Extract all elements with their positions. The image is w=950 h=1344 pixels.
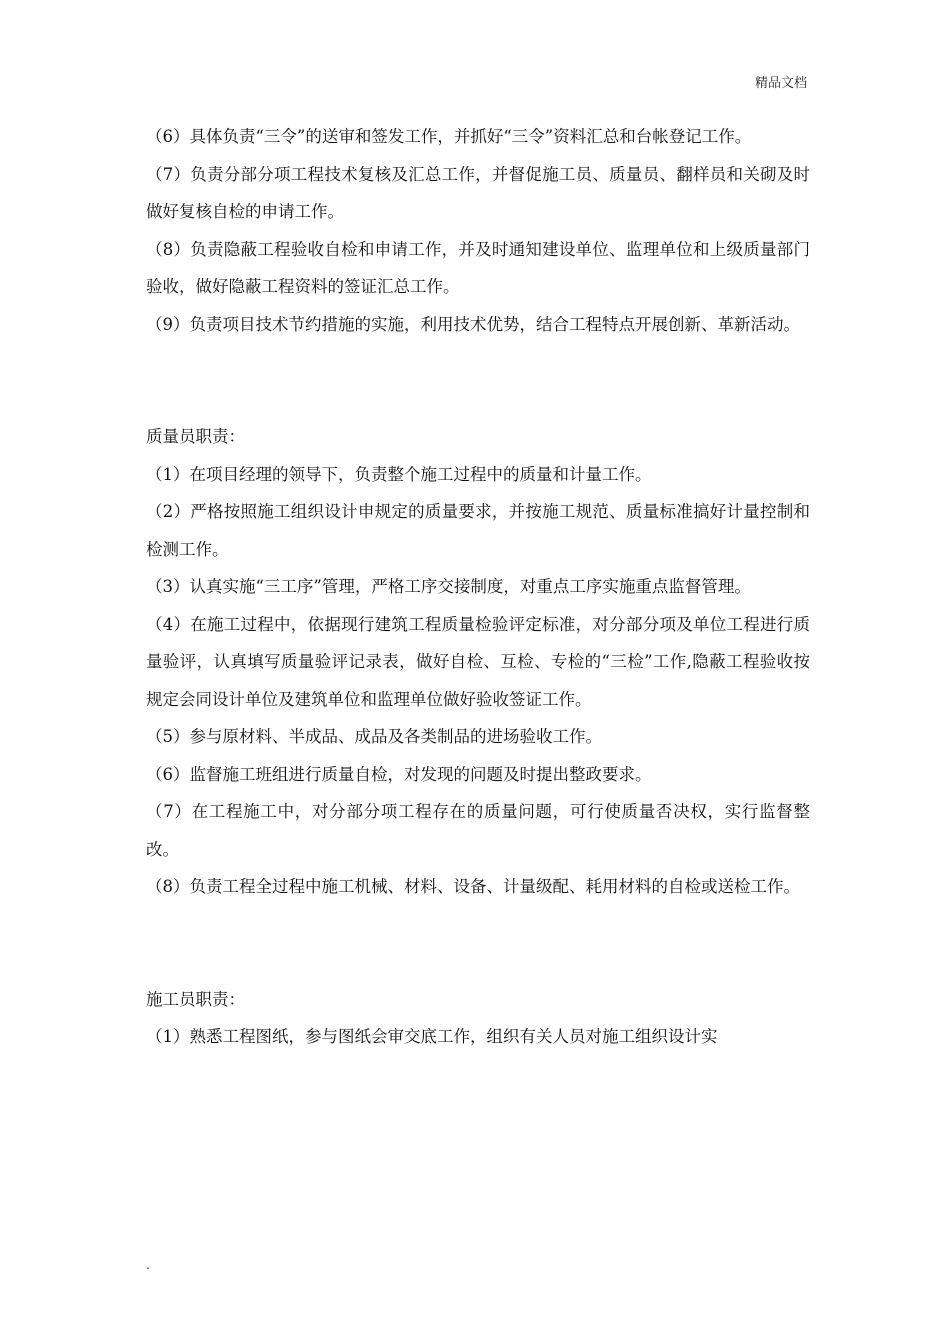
list-item: （8）负责隐蔽工程验收自检和申请工作，并及时通知建设单位、监理单位和上级质量部门验收，做好隐蔽工程资料的签证汇总工作。: [146, 239, 810, 296]
section-gap: [146, 343, 810, 418]
section-gap: [146, 906, 810, 981]
list-item: （6）具体负责“三令”的送审和签发工作，并抓好“三令”资料汇总和台帐登记工作。: [146, 127, 752, 146]
header-tag: 精品文档: [754, 76, 807, 91]
footer-mark: .: [146, 1258, 150, 1272]
section-heading-quality: 质量员职责：: [146, 427, 245, 446]
document-body: [146, 118, 810, 1056]
list-item: （2）严格按照施工组织设计申规定的质量要求，并按施工规范、质量标准搞好计量控制和检测工作。: [146, 502, 810, 559]
list-item: （5）参与原材料、半成品、成品及各类制品的进场验收工作。: [146, 727, 602, 746]
list-item: （3）认真实施“三工序”管理，严格工序交接制度，对重点工序实施重点监督管理。: [146, 577, 751, 596]
list-item: （7）负责分部分项工程技术复核及汇总工作，并督促施工员、质量员、翻样员和关砌及时做好复核自检的申请工作。: [146, 164, 810, 221]
list-item: （6）监督施工班组进行质量自检，对发现的问题及时提出整政要求。: [146, 764, 652, 784]
list-item: （8）负责工程全过程中施工机械、材料、设备、计量级配、耗用材料的自检或送检工作。: [146, 877, 800, 896]
list-item: （7）在工程施工中，对分部分项工程存在的质量问题，可行使质量否决权，实行监督整改。: [146, 802, 810, 859]
list-item: （1）在项目经理的领导下，负责整个施工过程中的质量和计量工作。: [146, 464, 652, 484]
section-heading-construction: 施工员职责：: [146, 989, 245, 1009]
list-item: （1）熟悉工程图纸，参与图纸会审交底工作，组织有关人员对施工组织设计实: [146, 1027, 718, 1046]
list-item: （4）在施工过程中，依据现行建筑工程质量检验评定标准，对分部分项及单位工程进行质量验评，认真填写质量验评记录表，做好自检、互检、专检的“三检”工作,隐蔽工程验收按规定会同设计单位及建筑单位和监理单位做好验收签证工作。: [146, 614, 810, 709]
list-item: （9）负责项目技术节约措施的实施，利用技术优势，结合工程特点开展创新、革新活动。: [146, 314, 800, 334]
